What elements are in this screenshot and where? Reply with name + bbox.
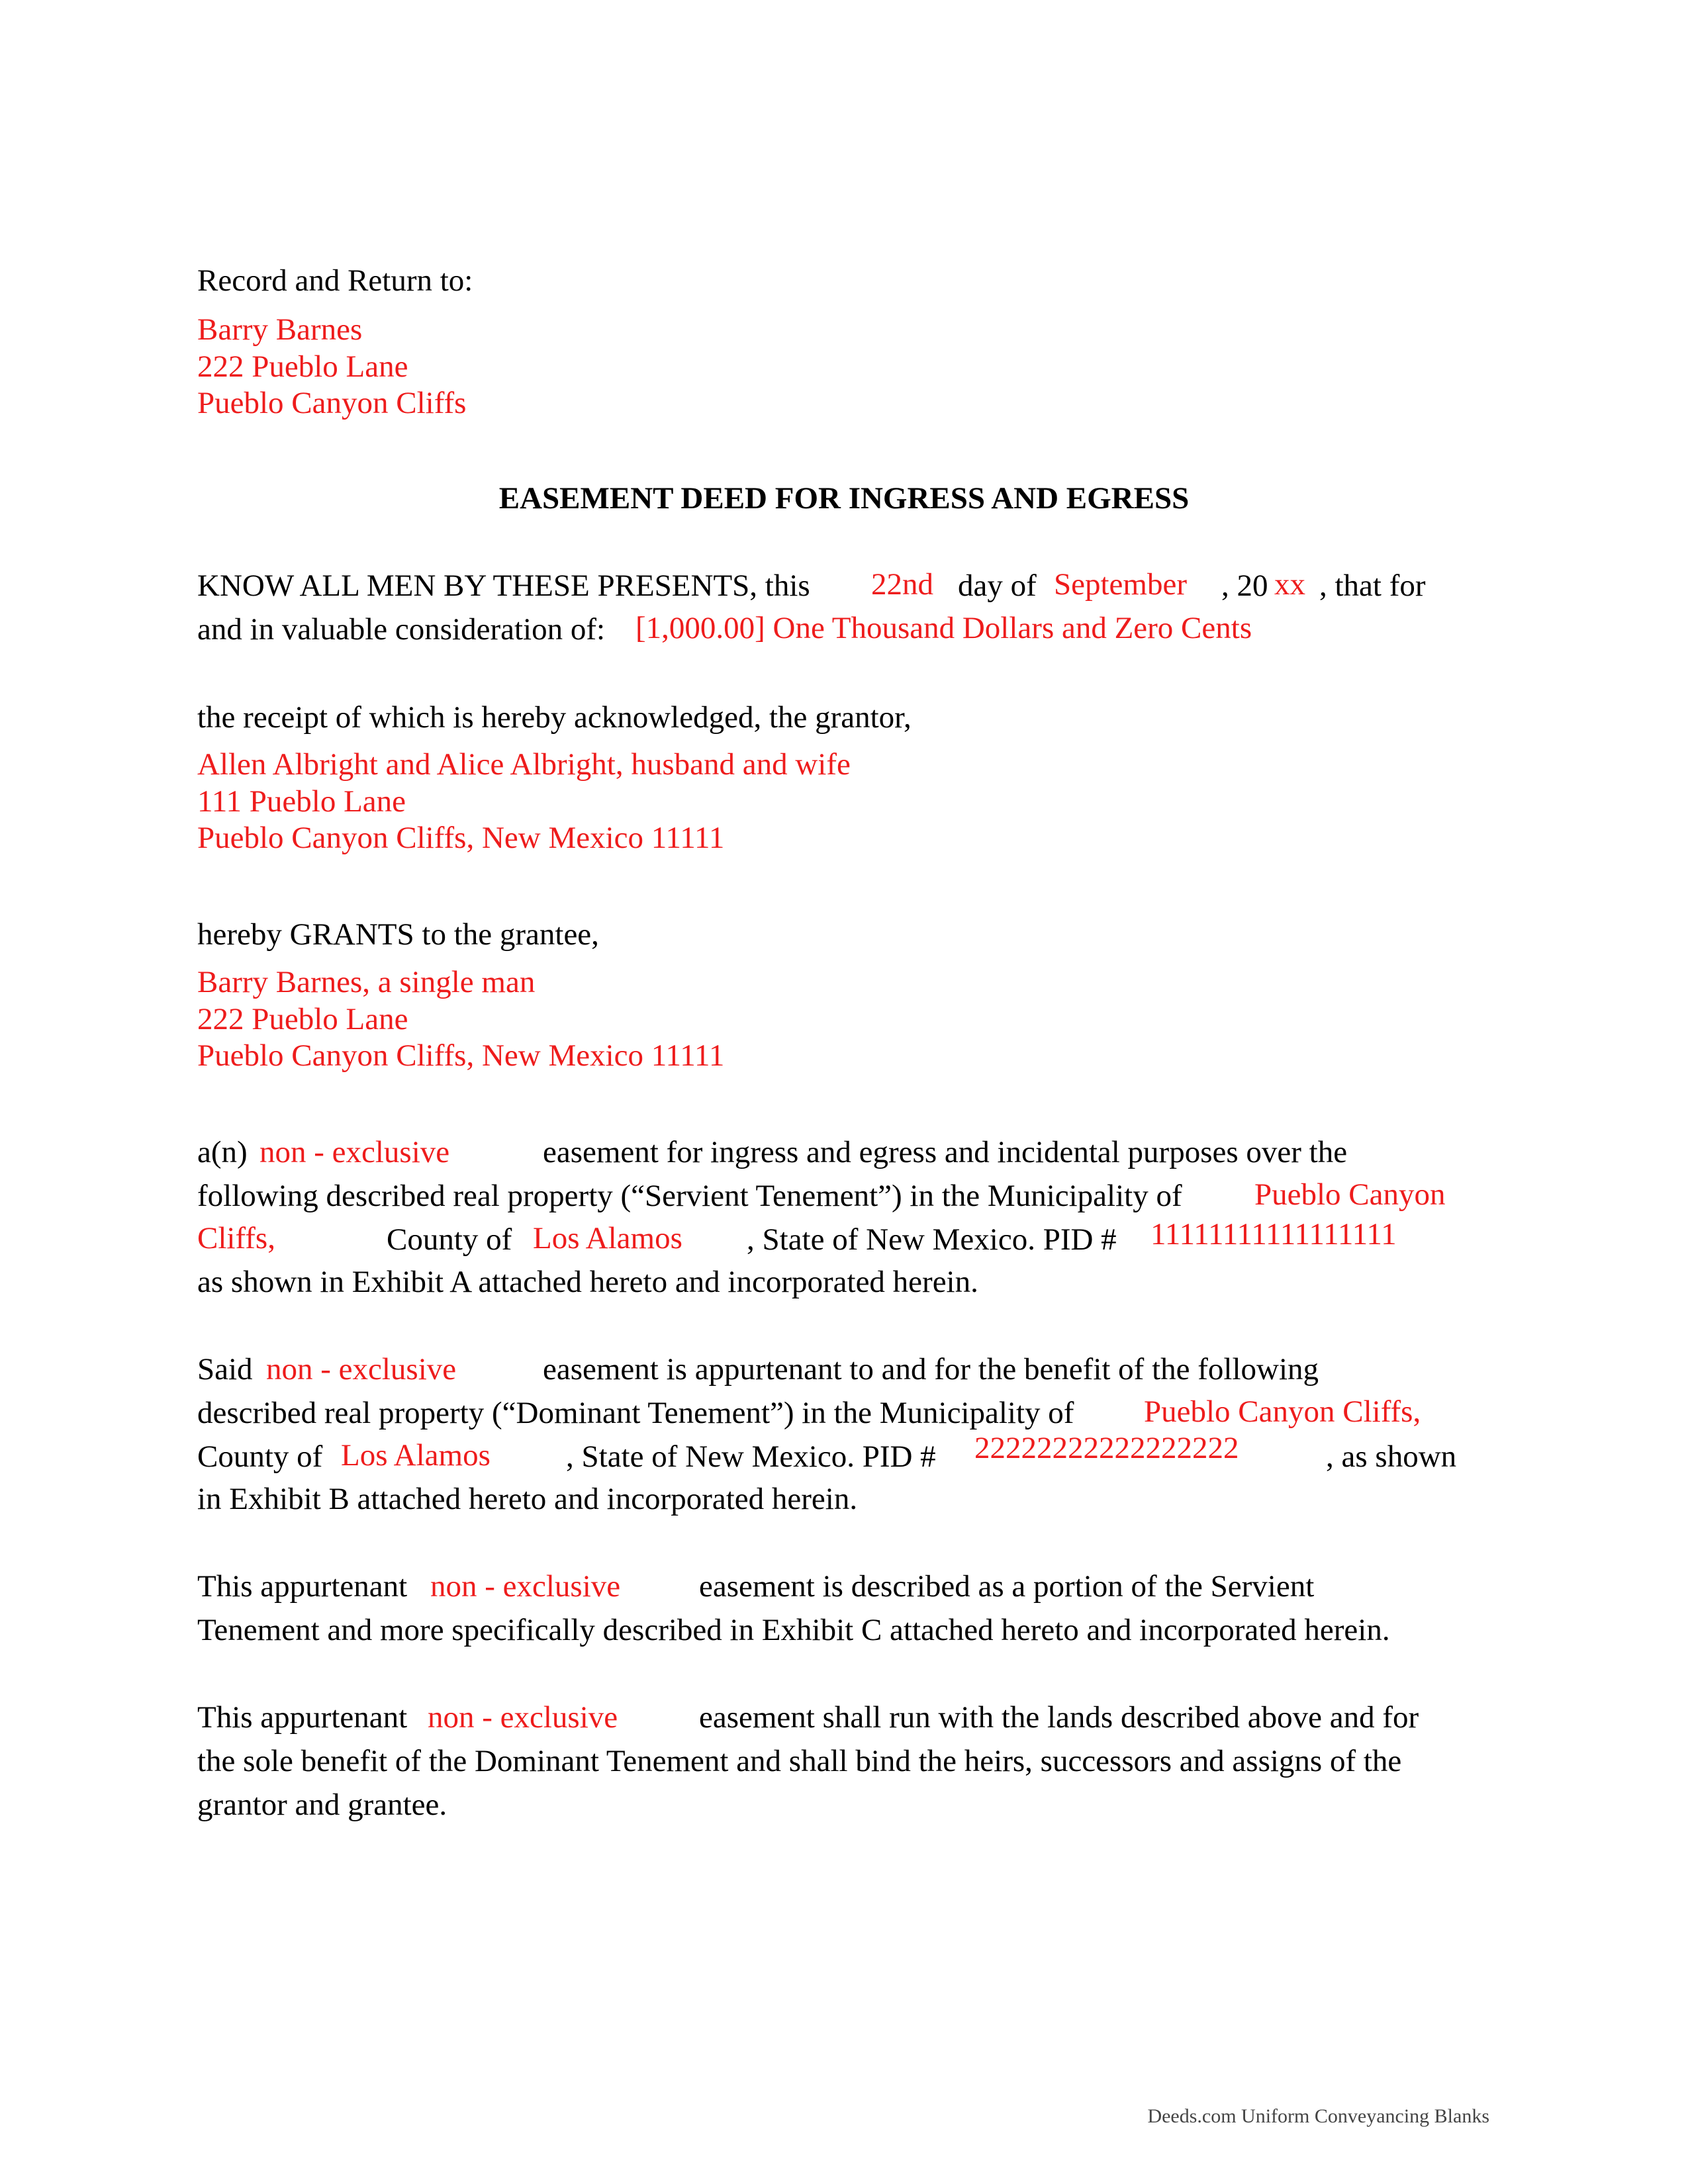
intro-month: September xyxy=(1054,567,1187,602)
grantee-intro: hereby GRANTS to the grantee, xyxy=(197,917,599,952)
consideration-amount: [1,000.00] One Thousand Dollars and Zero Cents xyxy=(635,611,1252,645)
p1-prefix: a(n) xyxy=(197,1135,248,1169)
p1-county-label: County of xyxy=(387,1222,512,1257)
document-title: EASEMENT DEED FOR INGRESS AND EGRESS xyxy=(498,481,1190,516)
p2-municipality: Pueblo Canyon Cliffs, xyxy=(1144,1394,1421,1429)
p3-prefix: This appurtenant xyxy=(197,1569,408,1604)
intro-text-1: KNOW ALL MEN BY THESE PRESENTS, this xyxy=(197,569,810,603)
p2-state-text: , State of New Mexico. PID # xyxy=(566,1439,936,1474)
grantor-name: Allen Albright and Alice Albright, husband and wife xyxy=(197,747,851,782)
intro-text-3: , 20 xyxy=(1221,569,1268,603)
intro-text-5: and in valuable consideration of: xyxy=(197,612,606,647)
p2-county: Los Alamos xyxy=(341,1438,491,1473)
grantee-address-2: Pueblo Canyon Cliffs, New Mexico 11111 xyxy=(197,1038,725,1073)
return-address-2: Pueblo Canyon Cliffs xyxy=(197,386,467,420)
intro-text-4: , that for xyxy=(1319,569,1426,603)
grantee-name: Barry Barnes, a single man xyxy=(197,965,536,999)
p1-line2: following described real property (“Servient Tenement”) in the Municipality of xyxy=(197,1179,1182,1213)
p1-municipality-a: Pueblo Canyon xyxy=(1254,1177,1446,1212)
p3-easement-type: non - exclusive xyxy=(430,1569,621,1604)
grantor-address-2: Pueblo Canyon Cliffs, New Mexico 11111 xyxy=(197,821,725,855)
p1-line1-rest: easement for ingress and egress and incidental purposes over the xyxy=(543,1135,1348,1169)
p2-easement-type: non - exclusive xyxy=(266,1352,457,1387)
p2-line4: in Exhibit B attached hereto and incorporated herein. xyxy=(197,1482,858,1516)
grantor-address-1: 111 Pueblo Lane xyxy=(197,784,406,819)
p4-prefix: This appurtenant xyxy=(197,1700,408,1735)
p1-line4: as shown in Exhibit A attached hereto and incorporated herein. xyxy=(197,1265,978,1299)
return-name: Barry Barnes xyxy=(197,312,363,347)
p1-pid: 11111111111111111 xyxy=(1150,1217,1397,1251)
grantor-intro: the receipt of which is hereby acknowledged, the grantor, xyxy=(197,700,912,735)
p1-easement-type: non - exclusive xyxy=(259,1135,450,1169)
p4-line1-rest: easement shall run with the lands described above and for xyxy=(699,1700,1419,1735)
p3-line1-rest: easement is described as a portion of the Servient xyxy=(699,1569,1315,1604)
intro-day: 22nd xyxy=(871,567,933,602)
grantee-address-1: 222 Pueblo Lane xyxy=(197,1002,408,1036)
p2-line1-rest: easement is appurtenant to and for the benefit of the following xyxy=(543,1352,1319,1387)
intro-text-2: day of xyxy=(958,569,1037,603)
p4-line2: the sole benefit of the Dominant Tenement and shall bind the heirs, successors and assigns of the xyxy=(197,1744,1402,1778)
p1-county: Los Alamos xyxy=(533,1221,682,1255)
p2-line2: described real property (“Dominant Tenement”) in the Municipality of xyxy=(197,1396,1074,1430)
p1-municipality-b: Cliffs, xyxy=(197,1221,275,1255)
p1-state-text: , State of New Mexico. PID # xyxy=(747,1222,1117,1257)
p4-line3: grantor and grantee. xyxy=(197,1788,447,1822)
p4-easement-type: non - exclusive xyxy=(428,1700,618,1735)
p2-county-label: County of xyxy=(197,1439,323,1474)
intro-year: xx xyxy=(1274,567,1305,602)
return-address-1: 222 Pueblo Lane xyxy=(197,349,408,384)
footer-credit: Deeds.com Uniform Conveyancing Blanks xyxy=(1147,2105,1489,2127)
p2-prefix: Said xyxy=(197,1352,253,1387)
return-label: Record and Return to: xyxy=(197,263,473,298)
p3-line2: Tenement and more specifically described in Exhibit C attached hereto and incorporated herein. xyxy=(197,1613,1390,1647)
p2-as-shown: , as shown xyxy=(1326,1439,1457,1474)
p2-pid: 22222222222222222 xyxy=(974,1431,1239,1465)
